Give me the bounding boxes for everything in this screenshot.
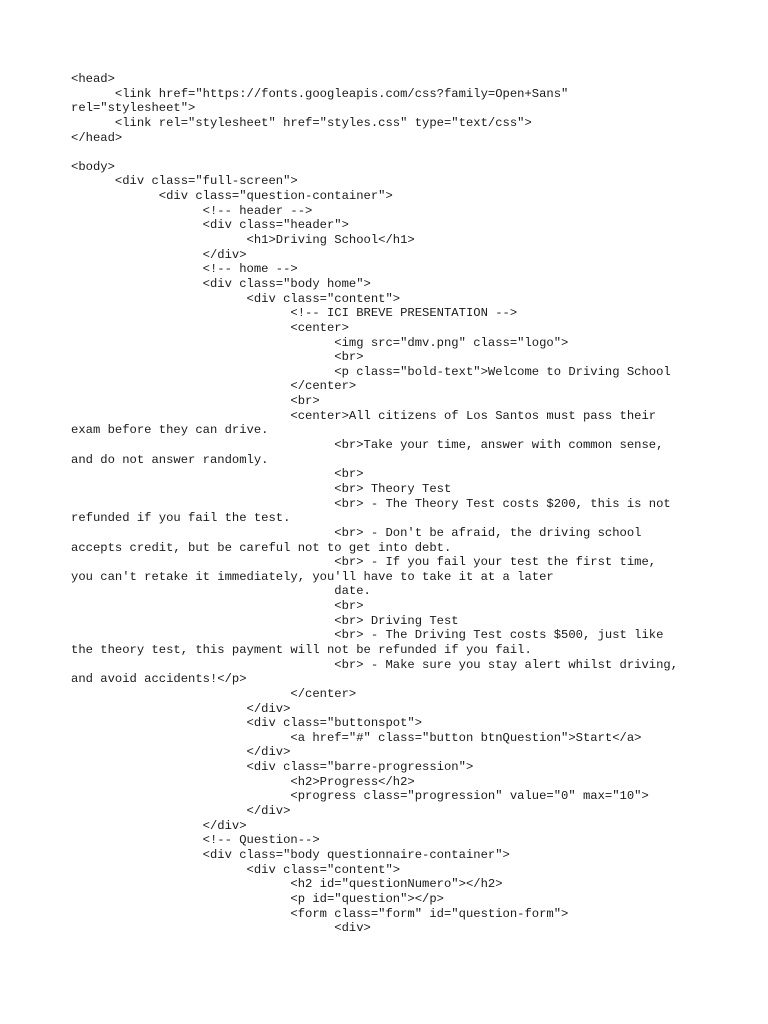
code-line: <br>	[71, 350, 364, 365]
code-line: <!-- header -->	[71, 203, 313, 218]
code-line: <br>Take your time, answer with common sense,	[71, 438, 664, 453]
code-line: <p class="bold-text">Welcome to Driving School	[71, 364, 671, 379]
code-line: <br>	[71, 599, 364, 614]
code-line: <div class="header">	[71, 218, 349, 233]
code-line: <br> - The Theory Test costs $200, this is not	[71, 496, 671, 511]
code-line: <!-- home -->	[71, 262, 298, 277]
code-line: <div class="body questionnaire-container">	[71, 847, 510, 862]
code-line: and avoid accidents!</p>	[71, 672, 247, 687]
code-line: <body>	[71, 159, 115, 174]
code-line: <form class="form" id="question-form">	[71, 906, 569, 921]
code-line: <div class="content">	[71, 291, 401, 306]
code-line: date.	[71, 584, 371, 599]
code-line: <!-- Question-->	[71, 833, 320, 848]
code-line: </center>	[71, 686, 357, 701]
code-line: and do not answer randomly.	[71, 452, 269, 467]
code-line: </div>	[71, 247, 247, 262]
code-line: </div>	[71, 818, 247, 833]
code-line: <div class="barre-progression">	[71, 760, 474, 775]
code-line: <br> - Make sure you stay alert whilst driving,	[71, 657, 679, 672]
code-line: <h2 id="questionNumero"></h2>	[71, 877, 503, 892]
code-line: </head>	[71, 130, 123, 145]
code-line: <div class="content">	[71, 862, 401, 877]
code-line: <br> Driving Test	[71, 613, 459, 628]
code-line: <div class="full-screen">	[71, 174, 298, 189]
code-line: </div>	[71, 701, 291, 716]
code-line: <br>	[71, 394, 320, 409]
code-line: <center>	[71, 320, 349, 335]
code-line: <br> - The Driving Test costs $500, just like	[71, 628, 664, 643]
code-line: you can't retake it immediately, you'll have to take it at a later	[71, 569, 554, 584]
code-line: <a href="#" class="button btnQuestion">Start</a>	[71, 730, 642, 745]
code-line: refunded if you fail the test.	[71, 511, 291, 526]
code-line: <br> - Don't be afraid, the driving school	[71, 525, 642, 540]
code-line: <div class="buttonspot">	[71, 716, 423, 731]
code-line: <div>	[71, 921, 371, 936]
code-line: exam before they can drive.	[71, 423, 269, 438]
code-line: <!-- ICI BREVE PRESENTATION -->	[71, 306, 518, 321]
code-line: <p id="question"></p>	[71, 891, 444, 906]
code-line: </div>	[71, 745, 291, 760]
code-line: <link href="https://fonts.googleapis.com/css?family=Open+Sans"	[71, 86, 569, 101]
code-line: </div>	[71, 804, 291, 819]
code-line: <div class="question-container">	[71, 189, 393, 204]
code-line: </center>	[71, 379, 357, 394]
code-line: <br>	[71, 467, 364, 482]
code-line: <br> - If you fail your test the first time,	[71, 555, 657, 570]
code-listing	[71, 72, 731, 936]
code-line: the theory test, this payment will not be refunded if you fail.	[71, 642, 532, 657]
code-line: <progress class="progression" value="0" max="10">	[71, 789, 649, 804]
code-line: <link rel="stylesheet" href="styles.css" type="text/css">	[71, 115, 532, 130]
code-line: accepts credit, but be careful not to get into debt.	[71, 540, 452, 555]
code-line: <head>	[71, 72, 115, 86]
code-line: <center>All citizens of Los Santos must pass their	[71, 408, 657, 423]
code-line	[71, 145, 731, 160]
code-line: <h2>Progress</h2>	[71, 774, 415, 789]
code-line: rel="stylesheet">	[71, 101, 196, 116]
code-line: <br> Theory Test	[71, 481, 452, 496]
code-line: <div class="body home">	[71, 276, 371, 291]
code-line: <h1>Driving School</h1>	[71, 233, 415, 248]
code-line: <img src="dmv.png" class="logo">	[71, 335, 569, 350]
